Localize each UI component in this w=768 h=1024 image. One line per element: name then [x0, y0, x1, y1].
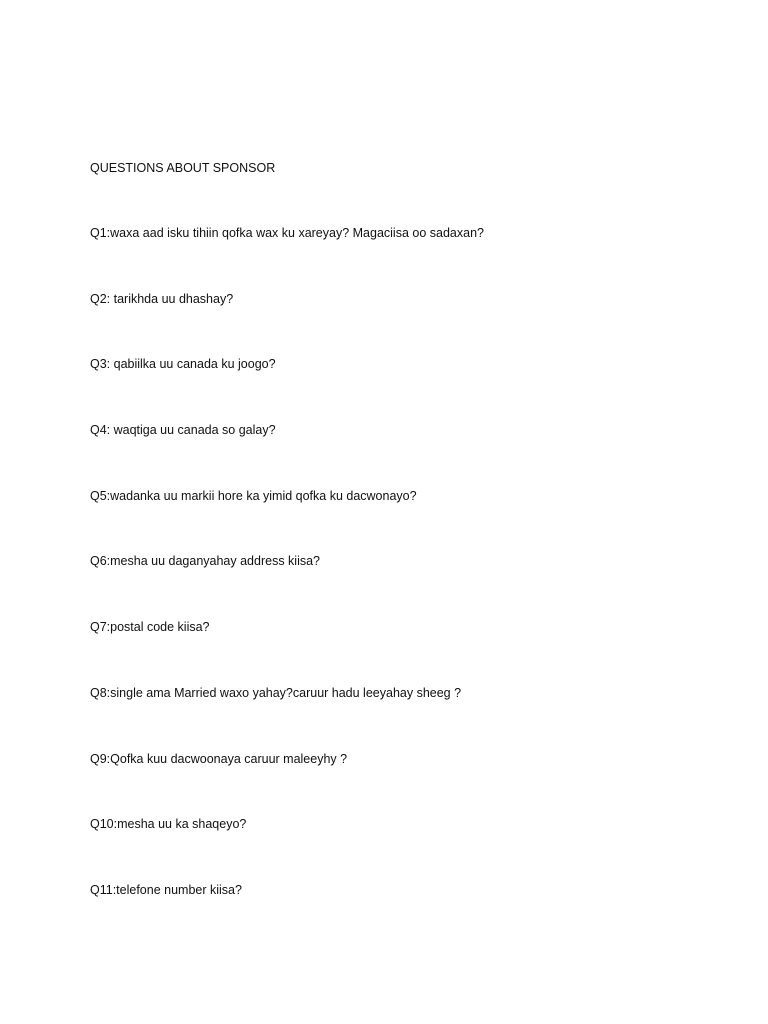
question-8: Q8:single ama Married waxo yahay?caruur hadu leeyahay sheeg ? — [90, 685, 462, 700]
question-7: Q7:postal code kiisa? — [90, 620, 210, 635]
question-3: Q3: qabiilka uu canada ku joogo? — [90, 357, 276, 372]
question-10: Q10:mesha uu ka shaqeyo? — [90, 817, 247, 832]
question-6: Q6:mesha uu daganyahay address kiisa? — [90, 554, 321, 569]
question-5: Q5:wadanka uu markii hore ka yimid qofka ku dacwonayo? — [90, 488, 417, 503]
question-9: Q9:Qofka kuu dacwoonaya caruur maleeyhy ? — [90, 751, 348, 766]
question-11: Q11:telefone number kiisa? — [90, 882, 242, 897]
question-4: Q4: waqtiga uu canada so galay? — [90, 423, 276, 438]
question-1: Q1:waxa aad isku tihiin qofka wax ku xareyay? Magaciisa oo sadaxan? — [90, 226, 484, 240]
document-title: QUESTIONS ABOUT SPONSOR — [90, 161, 276, 175]
question-2: Q2: tarikhda uu dhashay? — [90, 291, 234, 306]
question-list — [90, 225, 484, 948]
